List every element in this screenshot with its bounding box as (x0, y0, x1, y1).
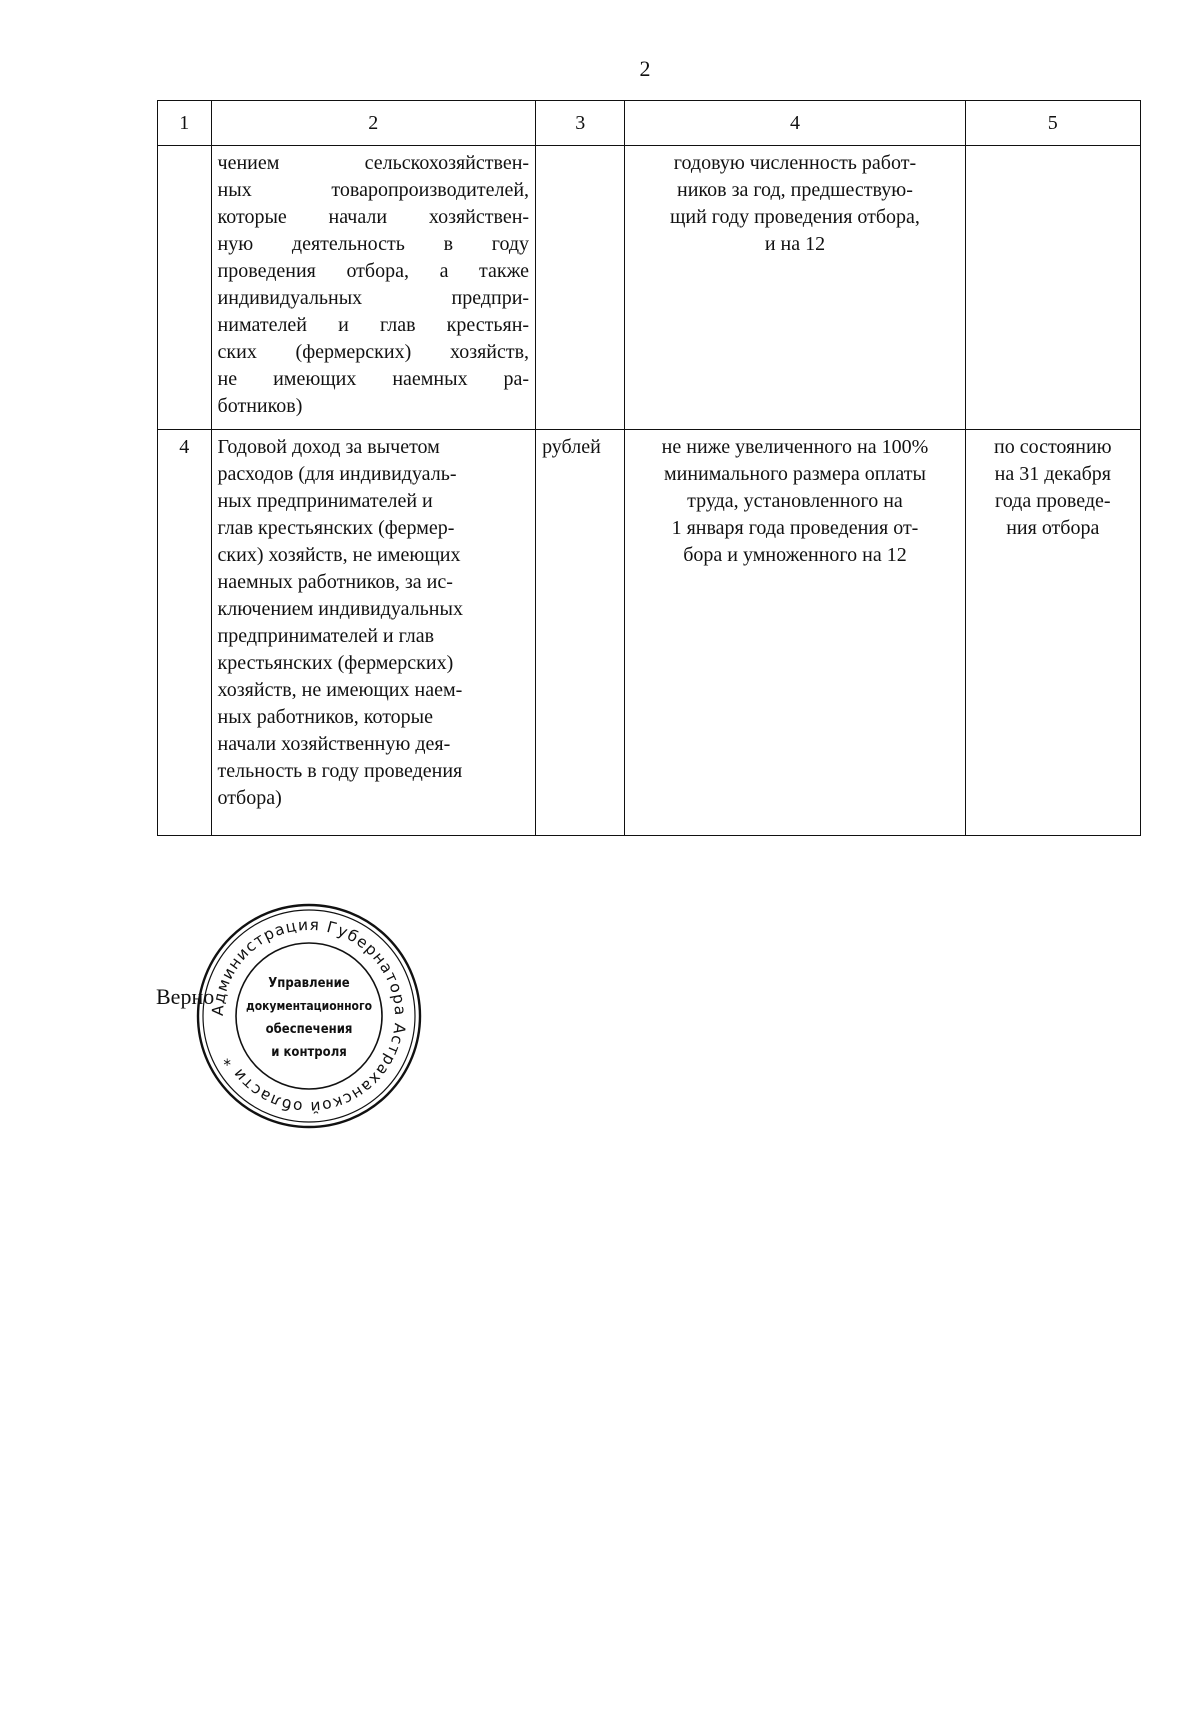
text-line: бора и умноженного на 12 (683, 544, 907, 566)
requirements-table (157, 100, 1141, 836)
row4-indicator (211, 430, 536, 836)
text-line: на 31 декабря (994, 463, 1111, 485)
seal-inner-ring (236, 943, 382, 1089)
text-line: щий году проведения отбора, (669, 206, 920, 228)
cont-cell-1 (158, 146, 212, 430)
official-seal (196, 903, 422, 1129)
text-line: хозяйств, не имеющих наем- (217, 679, 463, 701)
text-line: ных товаропроизводителей, (217, 179, 530, 201)
text-line: отбора) (217, 787, 282, 809)
text-line: не имеющих наемных ра- (217, 368, 530, 390)
text-line: предпринимателей и глав (217, 625, 435, 647)
seal-center-line: обеспечения (265, 1022, 353, 1037)
text-line: индивидуальных предпри- (217, 287, 530, 309)
seal-center-line: документационного (245, 999, 373, 1013)
text-line: ключением индивидуальных (217, 598, 463, 620)
text-line: 1 января года проведения от- (671, 517, 919, 539)
page-number: 2 (639, 56, 651, 81)
header-col-3: 3 (536, 101, 625, 146)
header-col-5: 5 (965, 101, 1140, 146)
cont-cell-2 (211, 146, 536, 430)
text-line: наемных работников, за ис- (217, 571, 453, 593)
header-col-2: 2 (211, 101, 536, 146)
text-line: по состоянию (993, 436, 1112, 458)
seal-outer-ring-inner (203, 910, 415, 1122)
text-line: нимателей и глав крестьян- (217, 314, 530, 336)
row4-number: 4 (158, 430, 212, 836)
text-line: ных работников, которые (217, 706, 433, 728)
text-line: годовую численность работ- (673, 152, 917, 174)
text-line: и на 12 (764, 233, 826, 255)
row4-unit: рублей (536, 430, 625, 836)
text-line: ских (фермерских) хозяйств, (217, 341, 530, 363)
text-line: ных предпринимателей и (217, 490, 433, 512)
text-line: глав крестьянских (фермер- (217, 517, 455, 539)
text-line: расходов (для индивидуаль- (217, 463, 457, 485)
text-line: ников за год, предшествую- (677, 179, 913, 201)
text-line: не ниже увеличенного на 100% (661, 436, 929, 458)
text-line: ную деятельность в году (217, 233, 530, 255)
table-row-continuation (158, 146, 1141, 430)
row4-date (965, 430, 1140, 836)
seal-center-line: и контроля (271, 1045, 347, 1060)
text-line: труда, установленного на (687, 490, 903, 512)
text-line: ботников) (217, 395, 303, 417)
text-line: минимального размера оплаты (663, 463, 926, 485)
text-line: чением сельскохозяйствен- (217, 152, 530, 174)
text-line: которые начали хозяйствен- (217, 206, 530, 228)
table-header-row (158, 101, 1141, 146)
seal-center-line: Управление (268, 976, 350, 991)
text-line: ния отбора (1006, 517, 1100, 539)
text-line: года проведе- (995, 490, 1111, 512)
text-line: Годовой доход за вычетом (217, 436, 440, 458)
cont-cell-5 (965, 146, 1140, 430)
seal-ring-text: Администрация Губернатора Астраханской области * (208, 915, 410, 1117)
cont-cell-3 (536, 146, 625, 430)
table-row-4 (158, 430, 1141, 836)
text-line: ских) хозяйств, не имеющих (217, 544, 461, 566)
text-line: начали хозяйственную дея- (217, 733, 451, 755)
text-line: крестьянских (фермерских) (217, 652, 454, 674)
seal-outer-ring (198, 905, 420, 1127)
header-col-1: 1 (158, 101, 212, 146)
row4-criterion (625, 430, 965, 836)
verification-mark: Верно (156, 984, 215, 1009)
cont-cell-4 (625, 146, 965, 430)
header-col-4: 4 (625, 101, 965, 146)
text-line: тельность в году проведения (217, 760, 463, 782)
text-line: проведения отбора, а также (217, 260, 530, 282)
